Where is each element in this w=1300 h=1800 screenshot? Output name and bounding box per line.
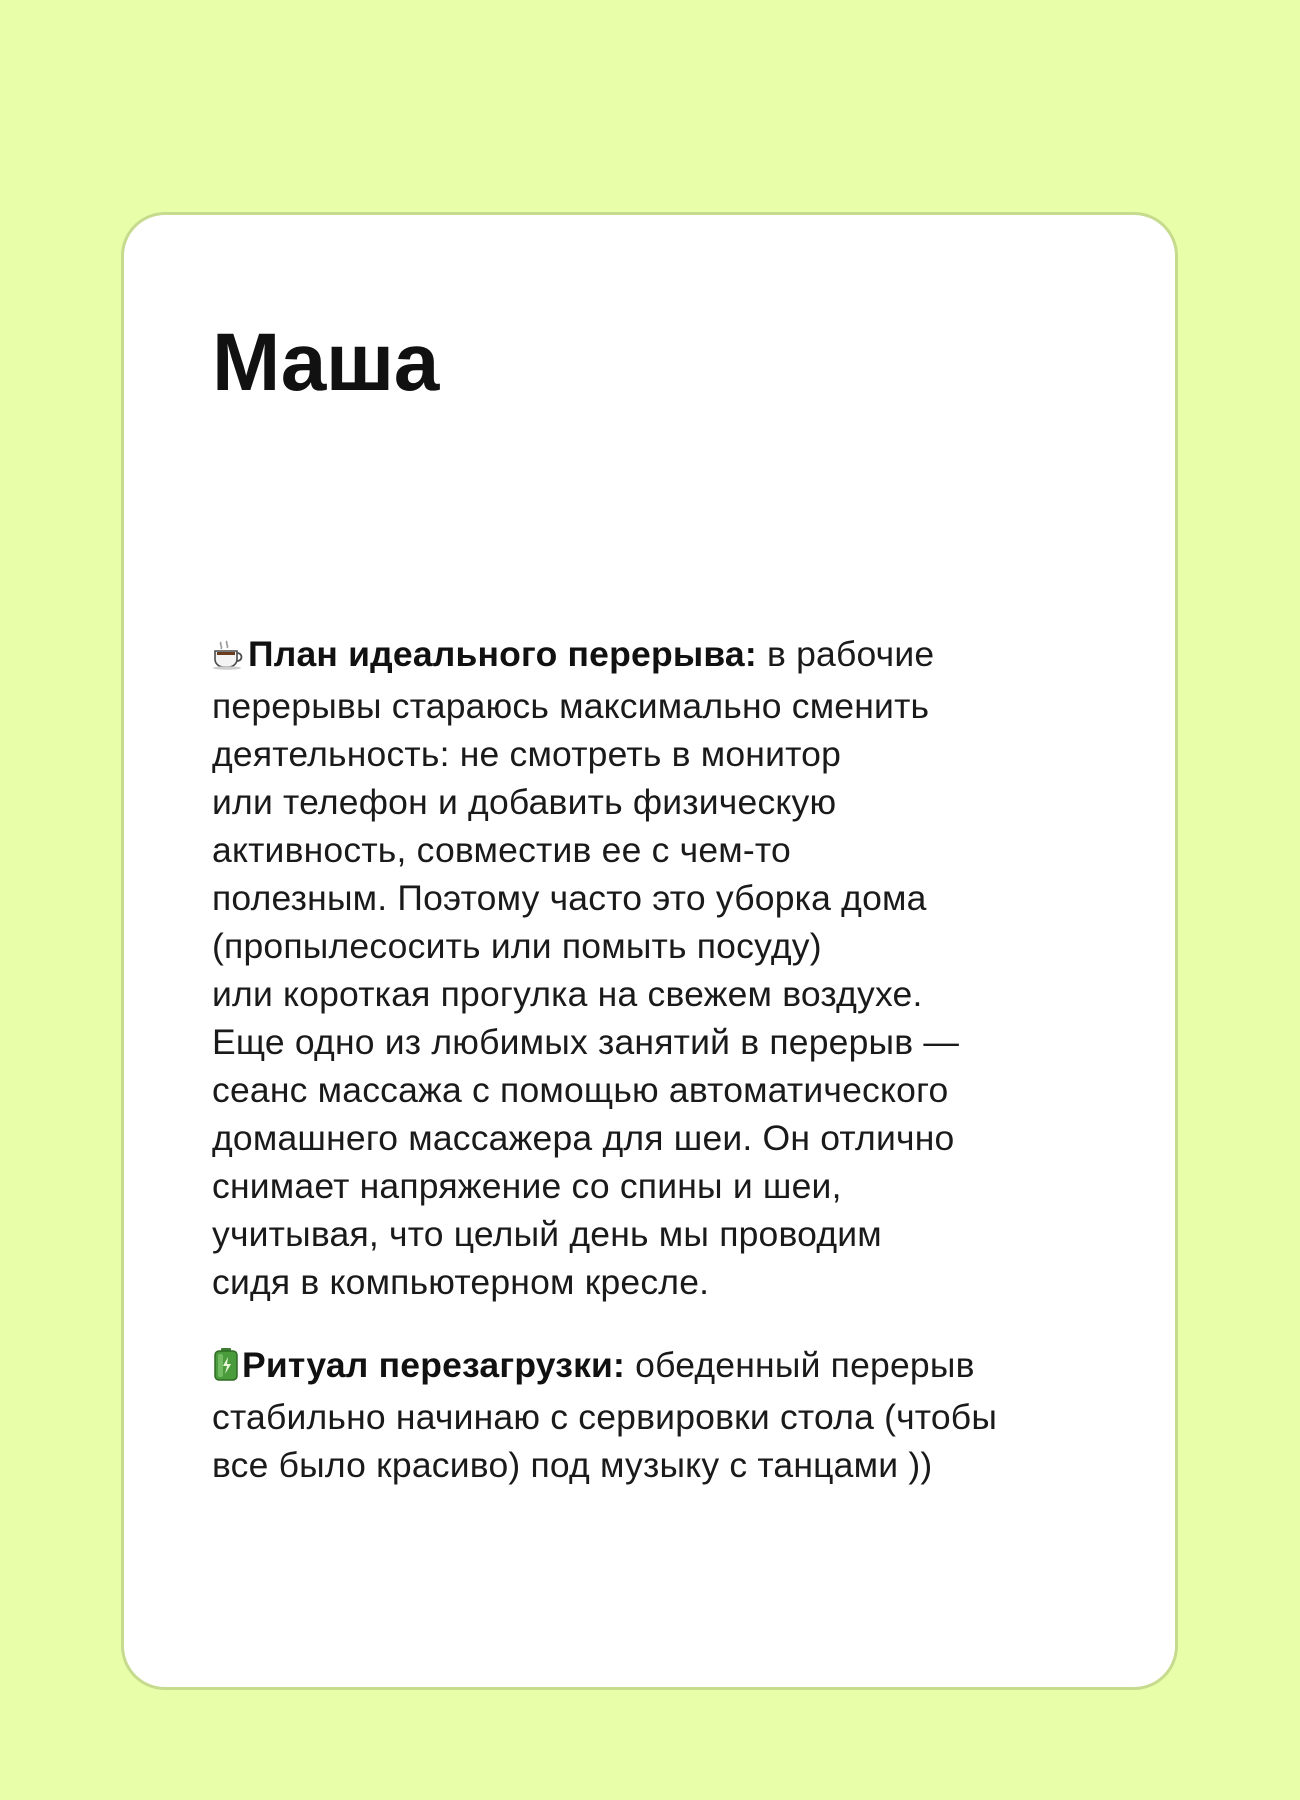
reboot-ritual-text-line: все было красиво) под музыку с танцами )) bbox=[212, 1445, 933, 1485]
ideal-break-heading: План идеального перерыва: bbox=[248, 634, 757, 674]
ideal-break-text-line: (пропылесосить или помыть посуду) bbox=[212, 926, 822, 966]
ideal-break-text-line: домашнего массажера для шеи. Он отлично bbox=[212, 1118, 955, 1158]
ideal-break-text-line: активность, совместив ее с чем-то bbox=[212, 830, 791, 870]
ideal-break-text-line: деятельность: не смотреть в монитор bbox=[212, 734, 842, 774]
ideal-break-text-line: или короткая прогулка на свежем воздухе. bbox=[212, 974, 923, 1014]
reboot-ritual-text-line: стабильно начинаю с сервировки стола (чтобы bbox=[212, 1397, 998, 1437]
ideal-break-text-line: сеанс массажа с помощью автоматического bbox=[212, 1070, 949, 1110]
section-reboot-ritual bbox=[212, 1341, 1115, 1489]
section-ideal-break bbox=[212, 630, 1115, 1306]
ideal-break-text-line: снимает напряжение со спины и шеи, bbox=[212, 1166, 842, 1206]
coffee-cup-icon bbox=[212, 634, 246, 682]
reboot-ritual-text-line: обеденный перерыв bbox=[635, 1345, 975, 1385]
ideal-break-text-line: Еще одно из любимых занятий в перерыв — bbox=[212, 1022, 960, 1062]
ideal-break-text-line: учитывая, что целый день мы проводим bbox=[212, 1214, 882, 1254]
battery-icon bbox=[212, 1345, 240, 1393]
ideal-break-text-line: перерывы стараюсь максимально сменить bbox=[212, 686, 930, 726]
section-first-line bbox=[212, 630, 1115, 682]
ideal-break-text-line: сидя в компьютерном кресле. bbox=[212, 1262, 710, 1302]
card bbox=[121, 212, 1178, 1690]
ideal-break-text-line: полезным. Поэтому часто это уборка дома bbox=[212, 878, 927, 918]
reboot-ritual-heading: Ритуал перезагрузки: bbox=[242, 1345, 626, 1385]
section-first-line bbox=[212, 1341, 1115, 1393]
ideal-break-text-line: в рабочие bbox=[766, 634, 935, 674]
card-title: Маша bbox=[212, 317, 439, 408]
ideal-break-text-line: или телефон и добавить физическую bbox=[212, 782, 837, 822]
